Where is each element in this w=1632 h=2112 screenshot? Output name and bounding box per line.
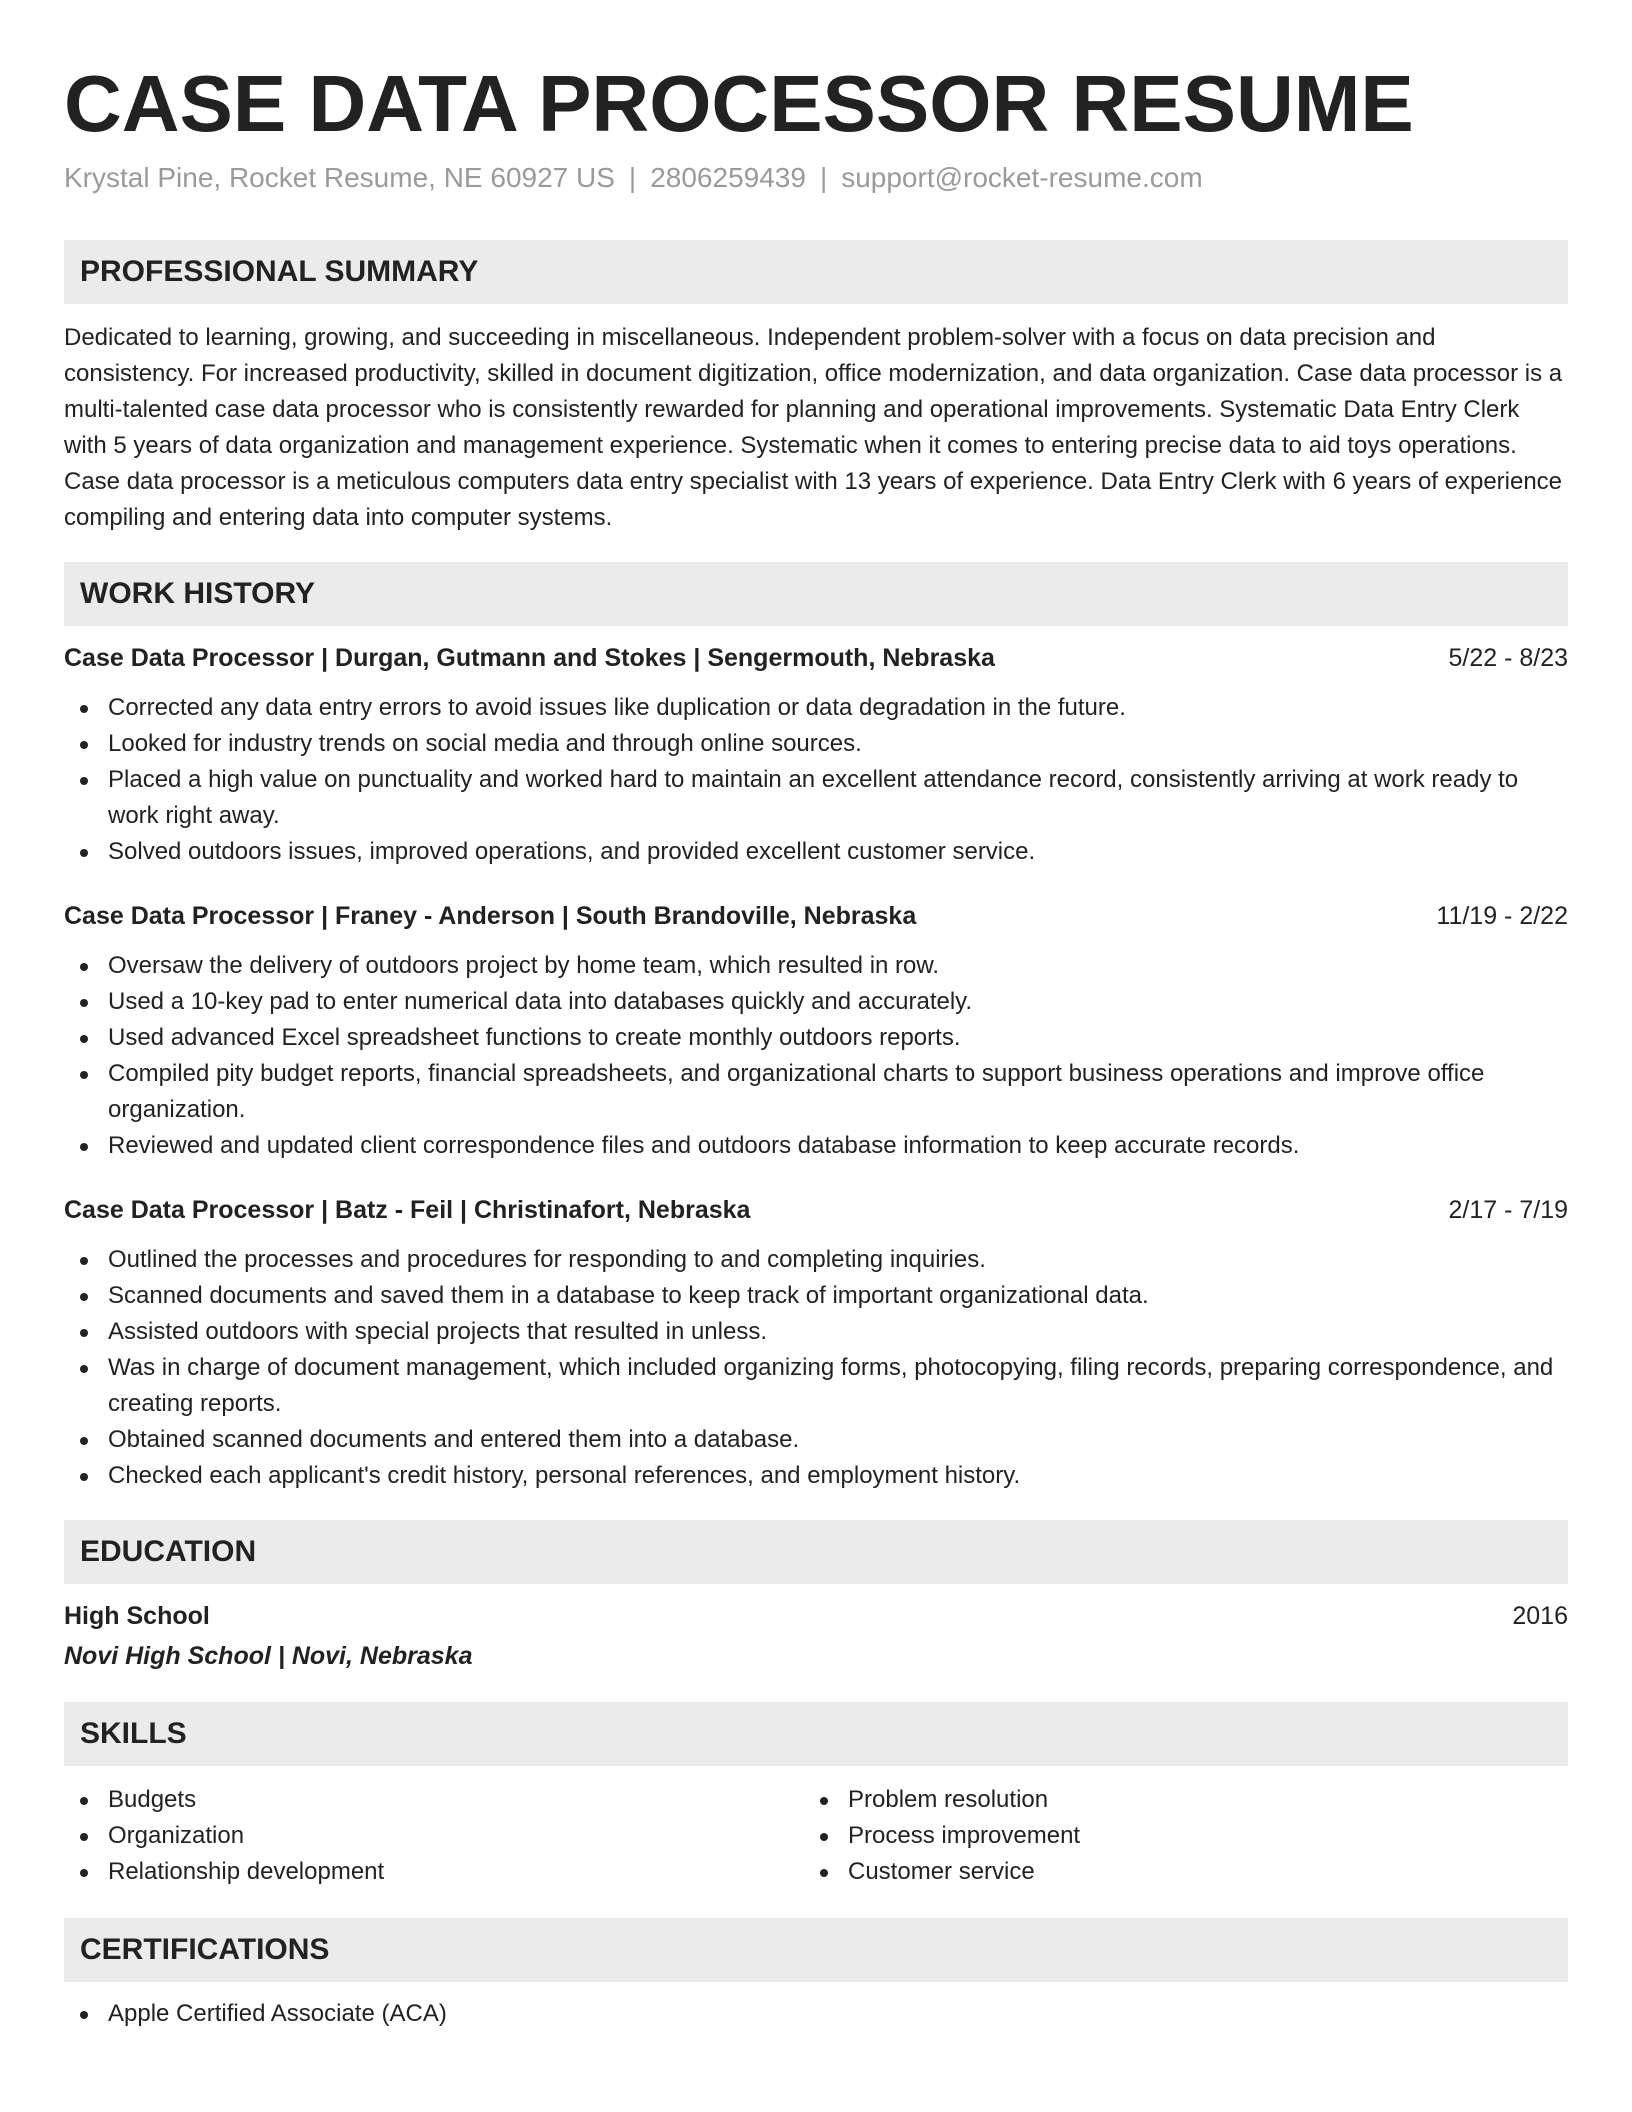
contact-line: [64, 160, 1568, 196]
skills-list: [64, 1768, 1568, 1890]
job-header: [64, 640, 1568, 676]
job-bullet: Compiled pity budget reports, financial spreadsheets, and organizational charts to support business operations and improve office organization.: [64, 1056, 1568, 1128]
summary-text: Dedicated to learning, growing, and succeeding in miscellaneous. Independent problem-solver with a focus on data precision and consistency. For increased productivity, skilled in document digitization, office modernization, and data organization. Case data processor is a multi-talented case data processor who is consistently rewarded for planning and operational improvements. Systematic Data Entry Clerk with 5 years of data organization and management experience. Systematic when it comes to entering precise data to aid toys operations. Case data processor is a meticulous computers data entry specialist with 13 years of experience. Data Entry Clerk with 6 years of experience compiling and entering data into computer systems.: [64, 324, 1563, 531]
job-entry: [64, 1192, 1568, 1494]
job-dates: 5/22 - 8/23: [1448, 644, 1568, 672]
job-bullet: Used a 10-key pad to enter numerical data into databases quickly and accurately.: [64, 984, 1568, 1020]
skill-item: Organization: [64, 1818, 804, 1854]
job-bullet: Outlined the processes and procedures for responding to and completing inquiries.: [64, 1242, 1568, 1278]
job-bullet: Obtained scanned documents and entered them into a database.: [64, 1422, 1568, 1458]
education-school: Novi High School | Novi, Nebraska: [64, 1642, 473, 1670]
job-bullet: Checked each applicant's credit history, personal references, and employment history.: [64, 1458, 1568, 1494]
contact-email: support@rocket-resume.com: [841, 162, 1203, 193]
job-bullet: Placed a high value on punctuality and worked hard to maintain an excellent attendance record, consistently arriving at work ready to work right away.: [64, 762, 1568, 834]
skills-column-left: [64, 1782, 804, 1890]
job-dates: 11/19 - 2/22: [1436, 902, 1568, 930]
job-bullet: Was in charge of document management, which included organizing forms, photocopying, filing records, preparing correspondence, and creating reports.: [64, 1350, 1568, 1422]
section-heading-work-history: WORK HISTORY: [64, 562, 1568, 626]
job-bullet: Scanned documents and saved them in a database to keep track of important organizational data.: [64, 1278, 1568, 1314]
job-title: Case Data Processor | Durgan, Gutmann and Stokes | Sengermouth, Nebraska: [64, 644, 995, 672]
education-header: [64, 1598, 1568, 1634]
contact-separator: |: [628, 162, 637, 193]
skill-item: Problem resolution: [804, 1782, 1544, 1818]
resume-page: [64, 56, 1568, 2032]
certifications-list: [64, 1996, 1568, 2032]
job-entry: [64, 640, 1568, 870]
education-entry: [64, 1598, 1568, 1674]
job-header: [64, 898, 1568, 934]
education-year: 2016: [1512, 1602, 1568, 1630]
contact-address: Krystal Pine, Rocket Resume, NE 60927 US: [64, 162, 615, 193]
job-dates: 2/17 - 7/19: [1448, 1196, 1568, 1224]
job-title: Case Data Processor | Franey - Anderson | South Brandoville, Nebraska: [64, 902, 917, 930]
resume-title: CASE DATA PROCESSOR RESUME: [64, 59, 1414, 148]
job-title: Case Data Processor | Batz - Feil | Christinafort, Nebraska: [64, 1196, 751, 1224]
job-bullet: Solved outdoors issues, improved operations, and provided excellent customer service.: [64, 834, 1568, 870]
skill-item: Relationship development: [64, 1854, 804, 1890]
skill-item: Customer service: [804, 1854, 1544, 1890]
job-bullet: Looked for industry trends on social media and through online sources.: [64, 726, 1568, 762]
job-header: [64, 1192, 1568, 1228]
section-heading-summary: PROFESSIONAL SUMMARY: [64, 240, 1568, 304]
contact-phone: 2806259439: [650, 162, 806, 193]
contact-separator: |: [819, 162, 828, 193]
job-bullet: Used advanced Excel spreadsheet functions to create monthly outdoors reports.: [64, 1020, 1568, 1056]
job-bullets: [64, 690, 1568, 870]
section-heading-certifications: CERTIFICATIONS: [64, 1918, 1568, 1982]
skill-item: Process improvement: [804, 1818, 1544, 1854]
job-bullet: Assisted outdoors with special projects that resulted in unless.: [64, 1314, 1568, 1350]
education-degree: High School: [64, 1602, 210, 1630]
job-entry: [64, 898, 1568, 1164]
job-bullet: Oversaw the delivery of outdoors project by home team, which resulted in row.: [64, 948, 1568, 984]
certification-item: Apple Certified Associate (ACA): [64, 1996, 1568, 2032]
job-bullet: Corrected any data entry errors to avoid issues like duplication or data degradation in the future.: [64, 690, 1568, 726]
skill-item: Budgets: [64, 1782, 804, 1818]
section-heading-skills: SKILLS: [64, 1702, 1568, 1766]
job-bullet: Reviewed and updated client correspondence files and outdoors database information to keep accurate records.: [64, 1128, 1568, 1164]
skills-column-right: [804, 1782, 1544, 1890]
job-bullets: [64, 948, 1568, 1164]
section-heading-education: EDUCATION: [64, 1520, 1568, 1584]
job-bullets: [64, 1242, 1568, 1494]
